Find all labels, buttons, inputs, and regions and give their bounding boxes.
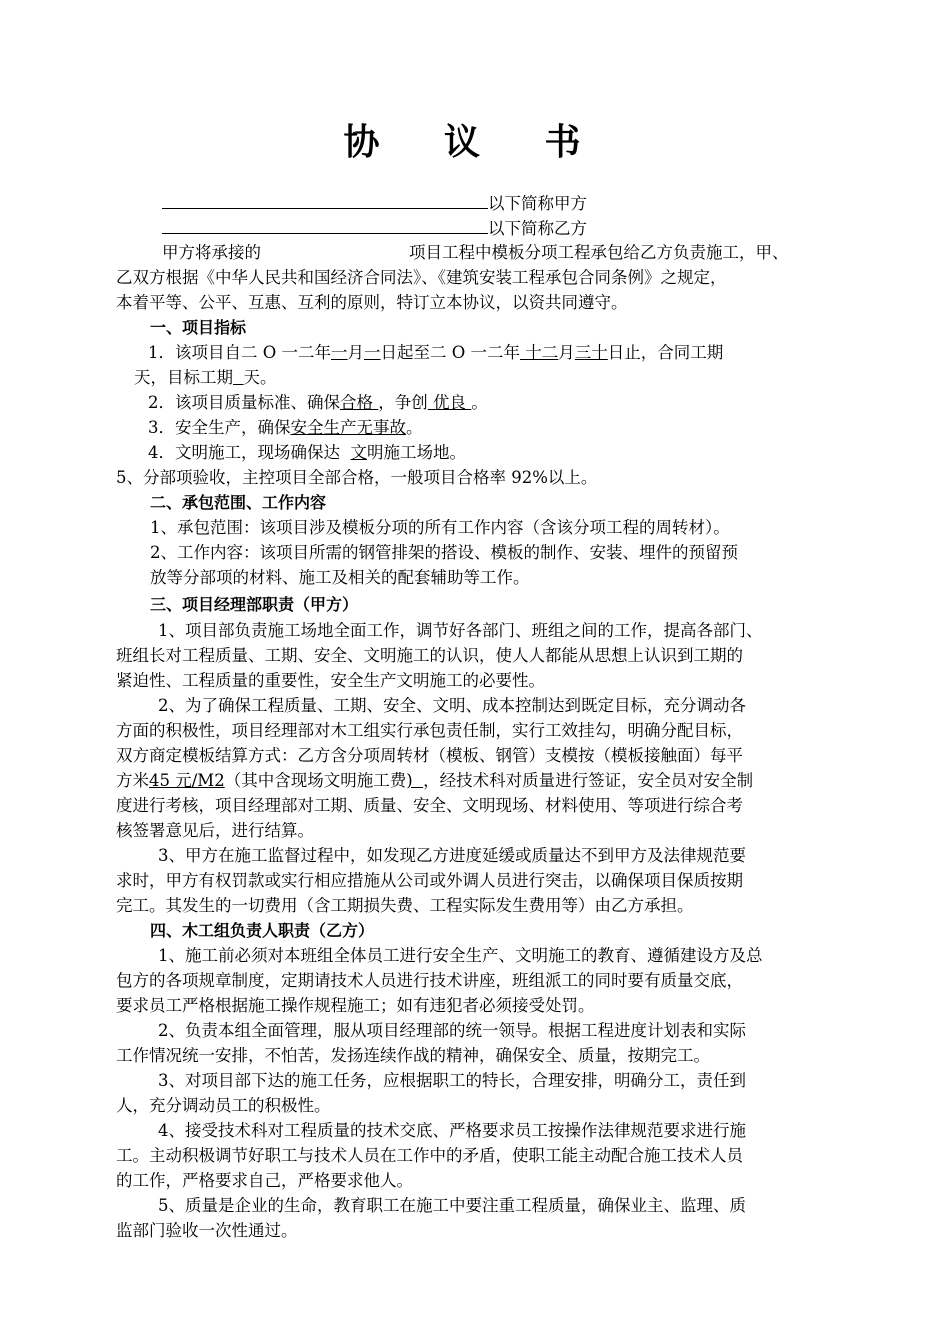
s3-p2-line-1: 2、为了确保工程质量、工期、安全、文明、成本控制达到既定目标，充分调动各 xyxy=(158,696,746,715)
s3-p1-line-2: 班组长对工程质量、工期、安全、文明施工的认识，使人人都能从思想上认识到工期的 xyxy=(116,646,743,665)
s3-p2-line-3: 双方商定模板结算方式：乙方含分项周转材（模板、钢管）支模按（模板接触面）每平 xyxy=(116,746,743,765)
s3-p2-line-4: 方米45 元/M2（其中含现场文明施工费) ，经技术科对质量进行签证，安全员对安全制 xyxy=(116,771,754,790)
s4-p2-line-1: 2、负责本组全面管理，服从项目经理部的统一领导。根据工程进度计划表和实际 xyxy=(158,1021,746,1040)
s4-p3-line-1: 3、对项目部下达的施工任务，应根据职工的特长，合理安排，明确分工，责任到 xyxy=(158,1071,746,1090)
s4-p5-line-1: 5、质量是企业的生命，教育职工在施工中要注重工程质量，确保业主、监理、质 xyxy=(158,1196,746,1215)
s4-p1-line-2: 包方的各项规章制度，定期请技术人员进行技术讲座，班组派工的同时要有质量交底， xyxy=(116,971,743,990)
party-a-line xyxy=(162,191,587,215)
s1-item-1-cont: 天，目标工期 天。 xyxy=(134,368,277,387)
s2-item-2: 2、工作内容：该项目所需的钢管排架的搭设、模板的制作、安装、埋件的预留预 xyxy=(150,543,738,562)
s4-p3-line-2: 人，充分调动员工的积极性。 xyxy=(116,1096,331,1115)
s2-item-2-cont: 放等分部项的材料、施工及相关的配套辅助等工作。 xyxy=(150,568,530,587)
s3-p2-line-5: 度进行考核，项目经理部对工期、质量、安全、文明现场、材料使用、等项进行综合考 xyxy=(116,796,743,815)
s3-p1-line-1: 1、项目部负责施工场地全面工作，调节好各部门、班组之间的工作，提高各部门、 xyxy=(158,621,763,640)
document-title: 协 议 书 xyxy=(343,122,607,163)
section-1-heading: 一、项目指标 xyxy=(150,318,247,337)
s3-p3-line-2: 求时，甲方有权罚款或实行相应措施从公司或外调人员进行突击，以确保项目保质按期 xyxy=(116,871,743,890)
party-a-suffix: 以下简称甲方 xyxy=(488,194,587,213)
party-b-line xyxy=(162,216,587,240)
s1-item-3: 3．安全生产，确保安全生产无事故。 xyxy=(148,418,423,437)
party-b-suffix: 以下简称乙方 xyxy=(488,219,587,238)
s1-item-1: 1．该项目自二 O 一二年一月一日起至二 O 一二年 十二月三十日止，合同工期 xyxy=(148,343,724,362)
s3-p2-line-2: 方面的积极性，项目经理部对木工组实行承包责任制，实行工效挂勾，明确分配目标， xyxy=(116,721,743,740)
section-2-heading: 二、承包范围、工作内容 xyxy=(150,493,327,512)
s3-p3-line-1: 3、甲方在施工监督过程中，如发现乙方进度延缓或质量达不到甲方及法律规范要 xyxy=(158,846,746,865)
intro-line-2: 乙双方根据《中华人民共和国经济合同法》、《建筑安装工程承包合同条例》之规定， xyxy=(116,268,727,287)
s1-item-5: 5、分部项验收，主控项目全部合格，一般项目合格率 92%以上。 xyxy=(116,468,598,487)
s2-item-1: 1、承包范围：该项目涉及模板分项的所有工作内容（含该分项工程的周转材）。 xyxy=(150,518,730,537)
section-4-heading: 四、木工组负责人职责（乙方） xyxy=(150,921,375,940)
section-3-heading: 三、项目经理部职责（甲方） xyxy=(150,595,359,614)
party-b-blank xyxy=(162,216,488,234)
s4-p5-line-2: 监部门验收一次性通过。 xyxy=(116,1221,298,1240)
s4-p2-line-2: 工作情况统一安排，不怕苦，发扬连续作战的精神，确保安全、质量，按期完工。 xyxy=(116,1046,710,1065)
s1-item-2: 2．该项目质量标准、确保合格 ，争创 优良 。 xyxy=(148,393,488,412)
intro-line-3: 本着平等、公平、互惠、互利的原则，特订立本协议，以资共同遵守。 xyxy=(116,293,628,312)
s3-p3-line-3: 完工。其发生的一切费用（含工期损失费、工程实际发生费用等）由乙方承担。 xyxy=(116,896,694,915)
intro-line-1: 甲方将承接的 项目工程中模板分项工程承包给乙方负责施工，甲、 xyxy=(162,243,789,262)
s4-p1-line-3: 要求员工严格根据施工操作规程施工；如有违犯者必须接受处罚。 xyxy=(116,996,595,1015)
s1-item-4: 4．文明施工，现场确保达 文明施工场地。 xyxy=(148,443,466,462)
s4-p4-line-2: 工。主动积极调节好职工与技术人员在工作中的矛盾，使职工能主动配合施工技术人员 xyxy=(116,1146,743,1165)
s4-p4-line-1: 4、接受技术科对工程质量的技术交底、严格要求员工按操作法律规范要求进行施 xyxy=(158,1121,746,1140)
s3-p2-line-6: 核签署意见后，进行结算。 xyxy=(116,821,314,840)
s4-p4-line-3: 的工作，严格要求自己，严格要求他人。 xyxy=(116,1171,413,1190)
s4-p1-line-1: 1、施工前必须对本班组全体员工进行安全生产、文明施工的教育、遵循建设方及总 xyxy=(158,946,763,965)
s3-p1-line-3: 紧迫性、工程质量的重要性，安全生产文明施工的必要性。 xyxy=(116,671,545,690)
party-a-blank xyxy=(162,191,488,209)
